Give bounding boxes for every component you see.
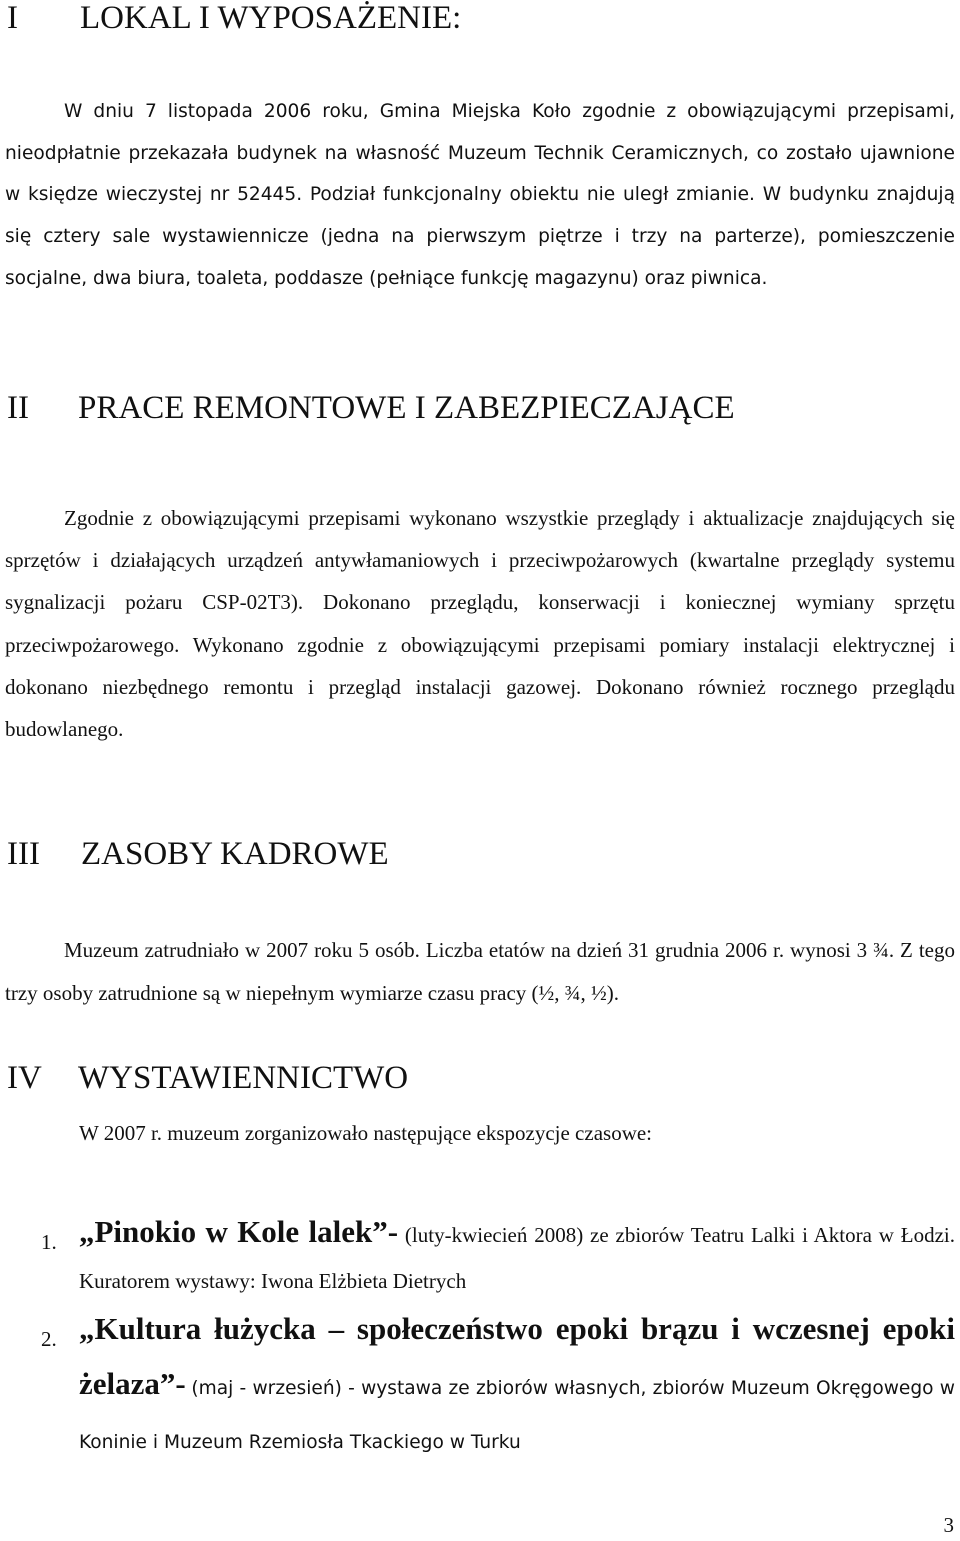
exhibition-title: „Kultura łużycka – społeczeństwo epoki brązu i wczesnej epoki żelaza”-: [79, 1311, 955, 1401]
list-marker: 1.: [41, 1230, 57, 1254]
section-title: LOKAL I WYPOSAŻENIE:: [80, 0, 462, 36]
section-heading-3: [7, 836, 389, 873]
section-number: III: [7, 836, 40, 872]
section-title: ZASOBY KADROWE: [81, 836, 389, 872]
section-2-paragraph: Zgodnie z obowiązującymi przepisami wykonano wszystkie przeglądy i aktualizacje znajdujących się sprzętów i działających urządzeń antywłamaniowych i przeciwpożarowych (kwartalne przeglądy systemu sygnalizacji pożaru CSP-02T3). Dokonano przeglądu, konserwacji i koniecznej wymiany sprzętu przeciwpożarowego. Wykonano zgodnie z obowiązującymi przepisami pomiary instalacji elektrycznej i dokonano niezbędnego remontu i przegląd instalacji gazowej. Dokonano również rocznego przeglądu budowlanego.: [5, 506, 955, 742]
section-3-paragraph: Muzeum zatrudniało w 2007 roku 5 osób. Liczba etatów na dzień 31 grudnia 2006 r. wynosi 3 ¾. Z tego trzy osoby zatrudnione są w niepełnym wymiarze czasu pracy (½, ¾, ½).: [5, 938, 955, 1005]
section-number: I: [7, 0, 18, 36]
exhibition-dates: (luty-kwiecień 2008): [404, 1223, 584, 1247]
section-heading-1: [7, 0, 461, 37]
section-title: PRACE REMONTOWE I ZABEZPIECZAJĄCE: [78, 390, 735, 426]
list-marker: 2.: [41, 1327, 57, 1351]
exhibition-item: [41, 1209, 955, 1304]
exhibition-title: „Pinokio w Kole lalek”-: [79, 1214, 399, 1249]
page-number: 3: [943, 1513, 954, 1537]
section-title: WYSTAWIENNICTWO: [78, 1060, 409, 1096]
exhibition-item: [41, 1303, 955, 1469]
exhibition-description: ze zbiorów Teatru Lalki i Aktora w Łodzi. Kuratorem wystawy: Iwona Elżbieta Dietrych: [79, 1223, 955, 1293]
section-4-paragraph: W 2007 r. muzeum zorganizowało następujące ekspozycje czasowe:: [79, 1121, 653, 1145]
section-number: II: [7, 390, 29, 426]
section-1-paragraph: W dniu 7 listopada 2006 roku, Gmina Miejska Koło zgodnie z obowiązującymi przepisami, nieodpłatnie przekazała budynek na własność Muzeum Technik Ceramicznych, co zostało ujawnione w księdze wieczystej nr 52445. Podział funkcjonalny obiektu nie uległ zmianie. W budynku znajdują się cztery sale wystawiennicze (jedna na pierwszym piętrze i trzy na parterze), pomieszczenie socjalne, dwa biura, toaleta, poddasze (pełniące funkcję magazynu) oraz piwnica.: [5, 101, 955, 289]
exhibition-description: - wystawa ze zbiorów własnych, zbiorów Muzeum Okręgowego w Koninie i Muzeum Rzemiosła Tkackiego w Turku: [79, 1378, 955, 1453]
section-heading-4: [7, 1060, 408, 1097]
section-number: IV: [7, 1060, 42, 1096]
section-heading-2: [7, 390, 735, 427]
exhibition-dates: (maj - wrzesień): [191, 1378, 342, 1399]
